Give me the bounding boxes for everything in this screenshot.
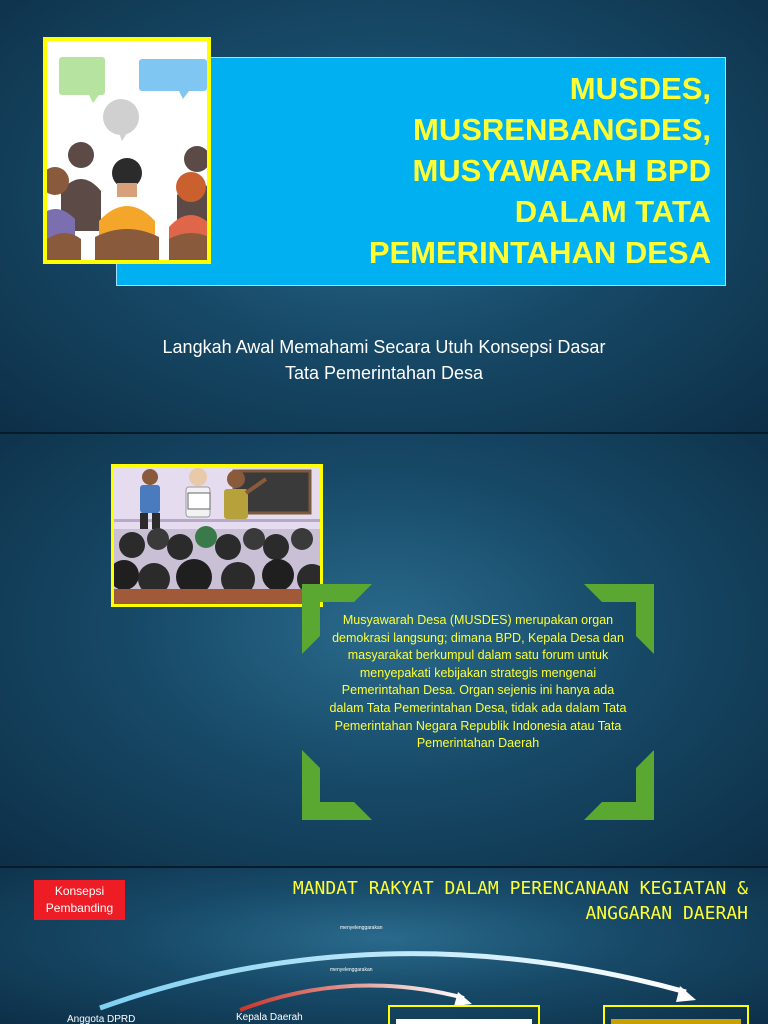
paper-sheet <box>188 493 210 509</box>
node-kepala-daerah: Kepala Daerah <box>236 1012 303 1023</box>
title-line-1: MUSDES, <box>569 71 711 106</box>
frame-corner-bottom-right <box>584 750 654 820</box>
slide-musdes-definition <box>0 434 768 866</box>
target-box-2 <box>603 1005 749 1024</box>
title-line-5: PEMERINTAHAN DESA <box>368 235 711 270</box>
target-box-1 <box>388 1005 540 1024</box>
title-line-2: MUSRENBANGDES, <box>413 112 711 147</box>
outer-arc-label: menyelenggarakan <box>340 925 383 931</box>
inner-arc-label: menyelenggarakan <box>330 967 373 973</box>
subtitle-line-1: Langkah Awal Memahami Secara Utuh Konsepsi Dasar <box>162 337 606 357</box>
meeting-illustration <box>43 37 211 264</box>
classroom-illustration <box>111 464 323 607</box>
speech-bubble-blue <box>139 59 207 91</box>
slide-title-text <box>369 68 711 273</box>
badge-line-2: Pembanding <box>45 901 114 915</box>
mandat-title-line-1: MANDAT RAKYAT DALAM PERENCANAAN KEGIATAN & <box>292 878 748 899</box>
speech-bubble-gray <box>103 99 139 135</box>
speech-bubble-green <box>59 57 105 95</box>
badge-line-1: Konsepsi <box>54 884 105 898</box>
mandate-arcs <box>0 868 768 1024</box>
slide-subtitle <box>84 334 684 386</box>
classroom-illustration-svg <box>114 467 320 604</box>
subtitle-line-2: Tata Pemerintahan Desa <box>284 363 484 383</box>
mandat-title-line-2: ANGGARAN DAERAH <box>585 903 748 924</box>
musdes-definition-text: Musyawarah Desa (MUSDES) merupakan organ demokrasi langsung; dimana BPD, Kepala Desa dan masyarakat berkumpul dalam satu forum untuk menyepakati kebijakan strategis mengenai Pemerintahan Desa. Organ sejenis ini hanya ada dalam Tata Pemerintahan Desa, tidak ada dalam Tata Pemerintahan Negara Republik Indonesia atau Tata Pemerintahan Daerah <box>329 613 627 751</box>
slide-mandat-rakyat <box>0 868 768 1024</box>
frame-corner-bottom-left <box>302 750 372 820</box>
outer-arc <box>100 954 686 1008</box>
node-anggota-dprd: Anggota DPRD <box>67 1014 136 1024</box>
slide-title <box>0 0 768 432</box>
title-line-4: DALAM TATA <box>514 194 711 229</box>
title-line-3: MUSYAWARAH BPD <box>412 153 711 188</box>
meeting-illustration-svg <box>47 41 207 260</box>
